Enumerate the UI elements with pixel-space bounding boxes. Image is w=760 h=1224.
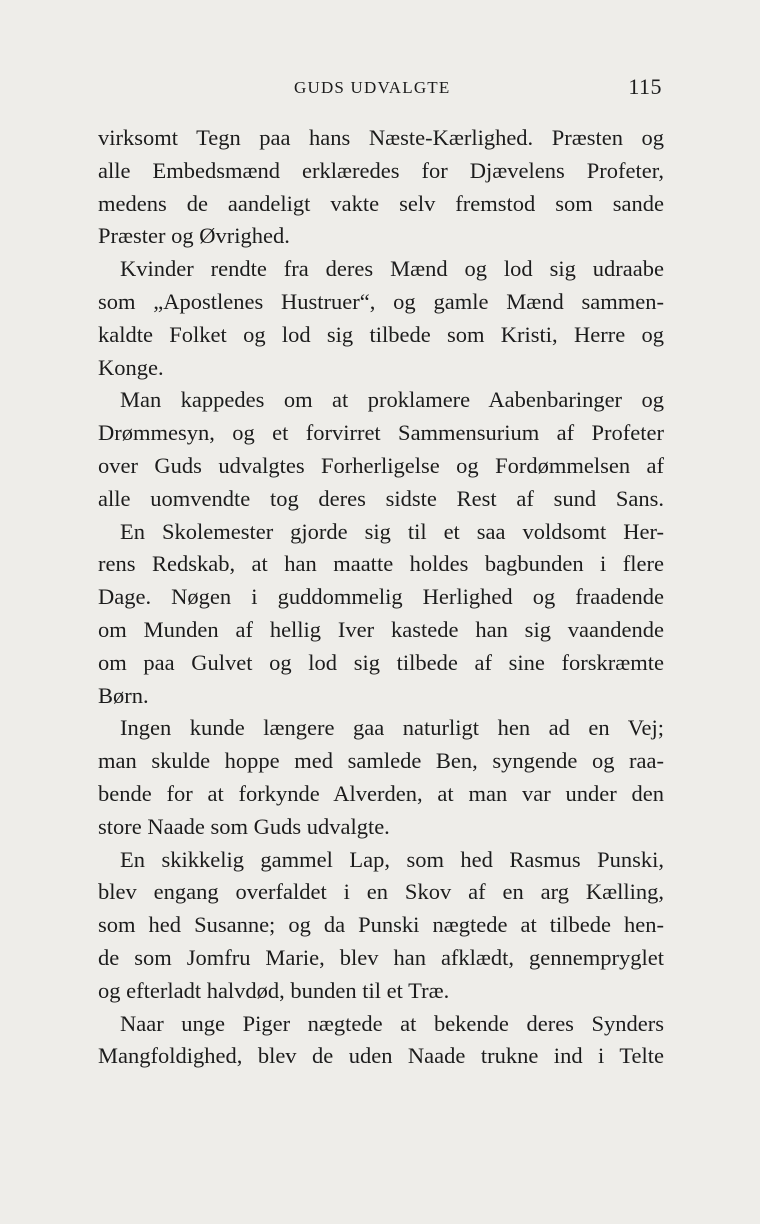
text-line: de som Jomfru Marie, blev han afklædt, gennempryglet	[98, 944, 664, 970]
text-line: Børn.	[98, 682, 149, 708]
body-text	[98, 122, 664, 1073]
text-line: Dage. Nøgen i guddommelig Herlighed og fraadende	[98, 584, 664, 610]
text-line: store Naade som Guds udvalgte.	[98, 813, 390, 839]
text-line: Man kappedes om at proklamere Aabenbaringer og	[120, 387, 664, 413]
text-line: Konge.	[98, 354, 164, 380]
text-line: medens de aandeligt vakte selv fremstod som sande	[98, 190, 664, 216]
text-line: blev engang overfaldet i en Skov af en arg Kælling,	[98, 879, 664, 905]
text-line: bende for at forkynde Alverden, at man var under den	[98, 780, 664, 806]
text-line: om paa Gulvet og lod sig tilbede af sine forskræmte	[98, 649, 664, 675]
page-number: 115	[628, 74, 662, 99]
text-line: En skikkelig gammel Lap, som hed Rasmus Punski,	[120, 846, 664, 872]
text-line: En Skolemester gjorde sig til et saa voldsomt Her-	[120, 518, 664, 544]
text-line: om Munden af hellig Iver kastede han sig vaandende	[98, 616, 664, 642]
text-line: over Guds udvalgtes Forherligelse og Fordømmelsen af	[98, 452, 664, 478]
running-head	[98, 76, 664, 102]
text-line: Naar unge Piger nægtede at bekende deres Synders	[120, 1010, 664, 1036]
text-line: rens Redskab, at han maatte holdes bagbunden i flere	[98, 551, 664, 577]
text-line: Kvinder rendte fra deres Mænd og lod sig udraabe	[120, 256, 664, 282]
text-line: alle Embedsmænd erklæredes for Djævelens Profeter,	[98, 157, 664, 183]
text-line: alle uomvendte tog deres sidste Rest af sund Sans.	[98, 485, 664, 511]
text-line: Præster og Øvrighed.	[98, 223, 290, 249]
text-line: og efterladt halvdød, bunden til et Træ.	[98, 977, 450, 1003]
text-line: som „Apostlenes Hustruer“, og gamle Mænd sammen-	[98, 288, 664, 314]
text-line: Drømmesyn, og et forvirret Sammensurium af Profeter	[98, 420, 664, 446]
text-line: virksomt Tegn paa hans Næste-Kærlighed. Præsten og	[98, 125, 664, 150]
text-line: Mangfoldighed, blev de uden Naade trukne ind i Telte	[98, 1043, 664, 1069]
text-line: man skulde hoppe med samlede Ben, syngende og raa-	[98, 748, 664, 774]
running-title: GUDS UDVALGTE	[294, 78, 451, 97]
text-line: som hed Susanne; og da Punski nægtede at tilbede hen-	[98, 912, 664, 938]
text-line: Ingen kunde længere gaa naturligt hen ad en Vej;	[120, 715, 664, 741]
text-line: kaldte Folket og lod sig tilbede som Kristi, Herre og	[98, 321, 664, 347]
